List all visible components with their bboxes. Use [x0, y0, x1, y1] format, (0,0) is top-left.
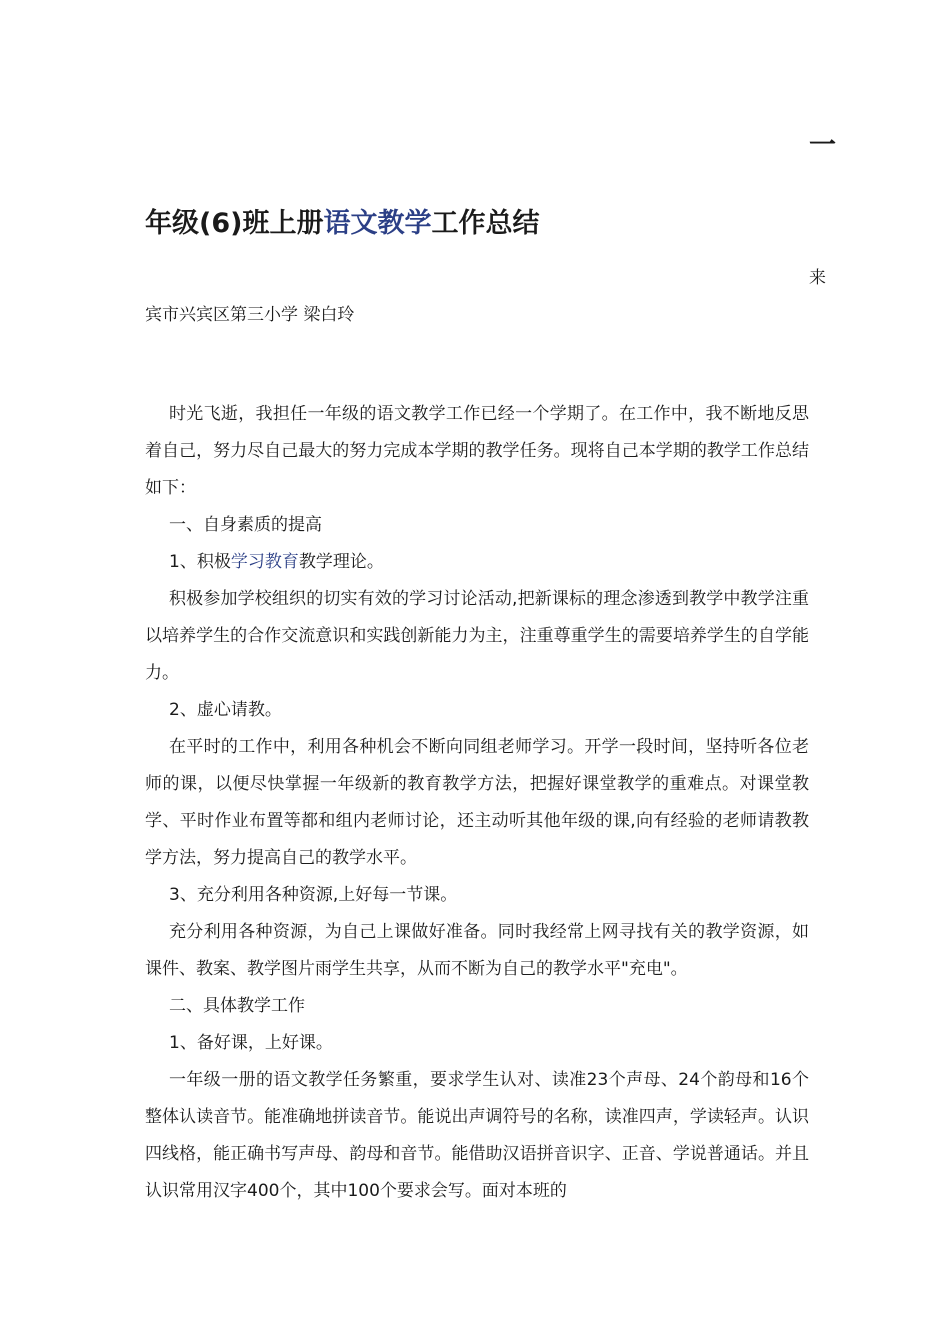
heading-section-2: 二、具体教学工作: [169, 996, 305, 1016]
author-line: 宾市兴宾区第三小学 梁白玲: [145, 305, 355, 325]
subheading-1-1: [145, 544, 809, 581]
author-first-char: 来: [809, 268, 826, 288]
paragraph-consult: 在平时的工作中，利用各种机会不断向同组老师学习。开学一段时间，坚持听各位老师的课，以便尽快掌握一年级新的教育教学方法，把握好课堂教学的重难点。对课堂教学、平时作业布置等都和组内老师讨论，还主动听其他年级的课,向有经验的老师请教教学方法，努力提高自己的教学水平。: [145, 737, 809, 868]
heading-section-1: 一、自身素质的提高: [169, 515, 322, 535]
title-text-before: 年级(6)班上册: [145, 208, 324, 239]
subheading-text-before: 1、积极: [169, 552, 231, 572]
page-title: [145, 204, 539, 244]
subheading-text-after: 教学理论。: [298, 552, 384, 572]
subheading-2-1: 1、备好课，上好课。: [169, 1033, 333, 1053]
title-text-after: 工作总结: [431, 208, 540, 239]
paragraph-teaching-tasks: 一年级一册的语文教学任务繁重，要求学生认对、读准23个声母、24个韵母和16个整体认读音节。能准确地拼读音节。能说出声调符号的名称，读准四声，学读轻声。认识四线格，能正确书写声母、韵母和音节。能借助汉语拼音识字、正音、学说普通话。并且认识常用汉字400个，其中100个要求会写。面对本班的: [145, 1070, 809, 1201]
subheading-1-3: 3、充分利用各种资源,上好每一节课。: [169, 885, 458, 905]
paragraph-study: 积极参加学校组织的切实有效的学习讨论活动,把新课标的理念渗透到教学中教学注重以培养学生的合作交流意识和实践创新能力为主，注重尊重学生的需要培养学生的自学能力。: [145, 589, 809, 683]
title-first-char: 一: [809, 130, 836, 161]
document-body: [145, 396, 809, 1210]
paragraph-resources: 充分利用各种资源，为自己上课做好准备。同时我经常上网寻找有关的教学资源，如课件、教案、教学图片雨学生共享，从而不断为自己的教学水平"充电"。: [145, 922, 809, 979]
subheading-1-2: 2、虚心请教。: [169, 700, 282, 720]
title-link-yuwen-jiaoxue[interactable]: 语文教学: [323, 208, 432, 239]
link-xuexi-jiaoyu[interactable]: 学习教育: [230, 552, 299, 572]
paragraph-intro: 时光飞逝，我担任一年级的语文教学工作已经一个学期了。在工作中，我不断地反思着自己，努力尽自己最大的努力完成本学期的教学任务。现将自己本学期的教学工作总结如下：: [145, 404, 809, 498]
